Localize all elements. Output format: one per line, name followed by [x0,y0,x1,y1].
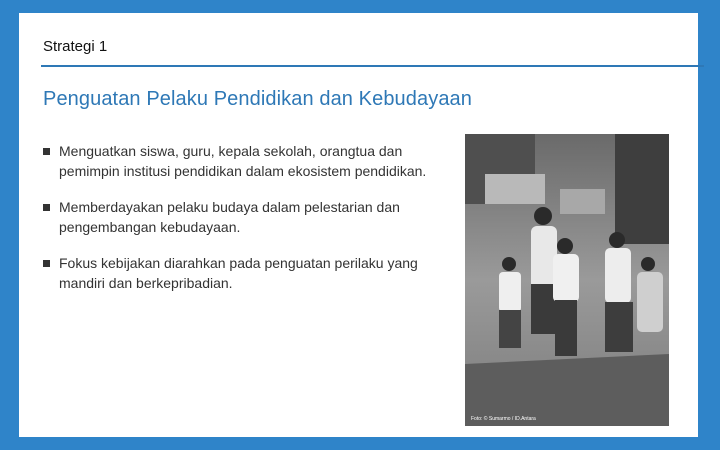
slide-title: Penguatan Pelaku Pendidikan dan Kebudayaan [43,88,472,110]
bullet-text: Memberdayakan pelaku budaya dalam pelestarian dan pengembangan kebudayaan. [59,199,400,235]
photo-illustration [465,134,669,426]
bullet-item [43,197,463,237]
bullet-list [43,141,463,309]
square-bullet-icon [43,260,50,267]
square-bullet-icon [43,204,50,211]
bullet-text: Menguatkan siswa, guru, kepala sekolah, orangtua dan pemimpin institusi pendidikan dalam ekosistem pendidikan. [59,143,427,179]
bullet-item [43,141,463,181]
slide [19,13,698,437]
section-label: Strategi 1 [43,38,108,55]
bullet-item [43,253,463,293]
school-children-photo [465,134,669,426]
bullet-text: Fokus kebijakan diarahkan pada penguatan perilaku yang mandiri dan berkepribadian. [59,255,418,291]
title-divider [41,65,704,67]
photo-credit: Foto: © Sumarmo / ID.Antara [471,416,536,422]
square-bullet-icon [43,148,50,155]
